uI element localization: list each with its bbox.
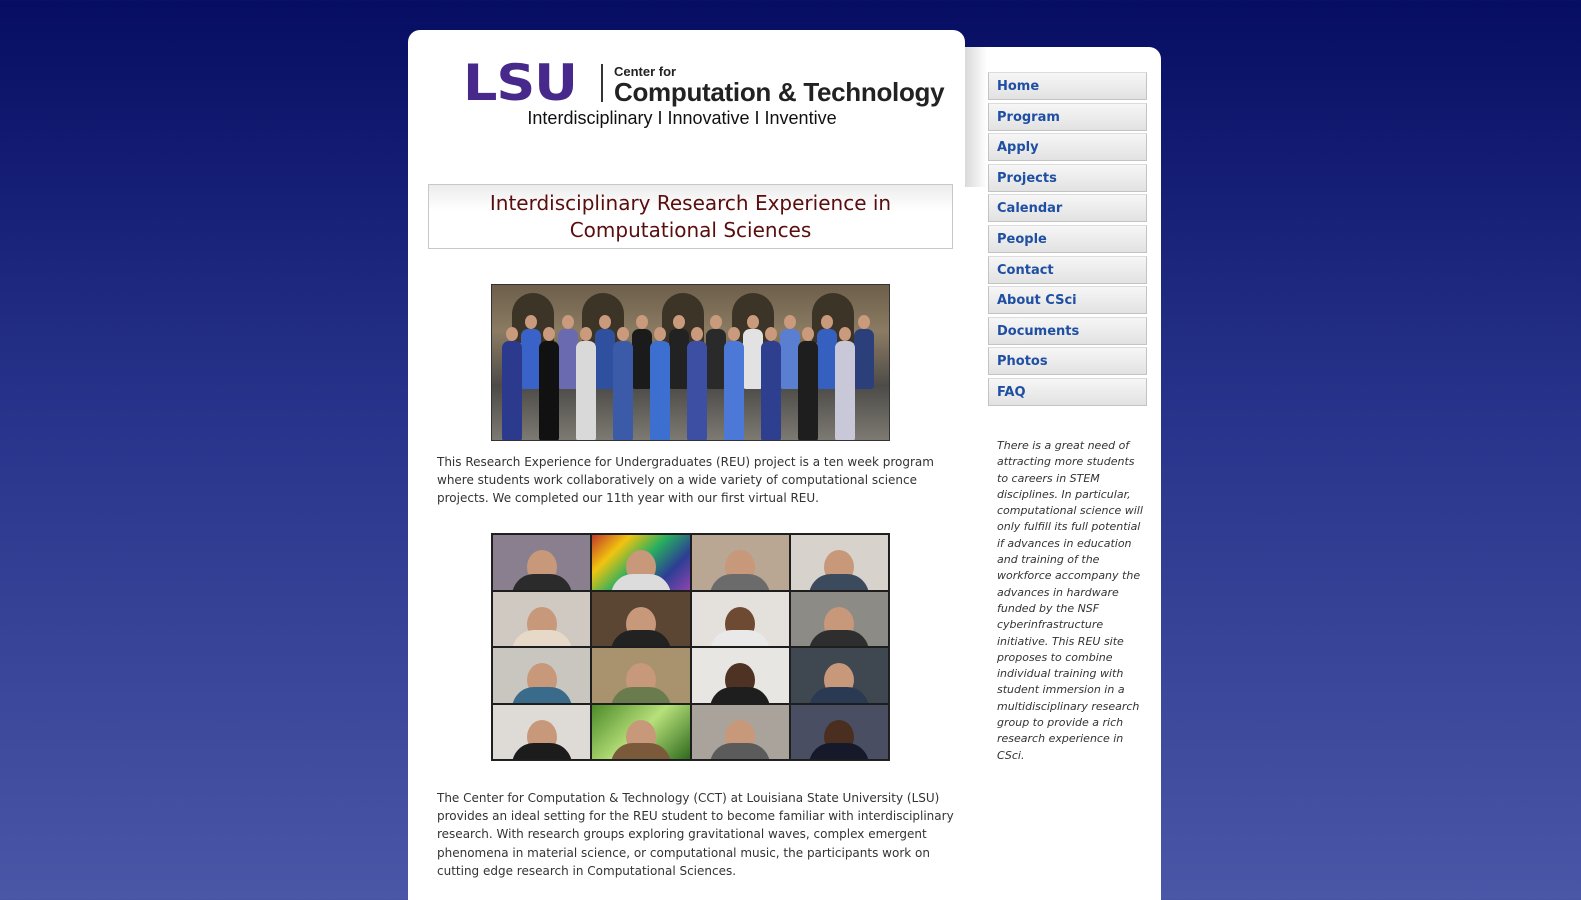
nav-item-projects[interactable]: Projects — [988, 164, 1147, 192]
zoom-tile — [692, 705, 789, 760]
headline-box — [428, 184, 953, 249]
tagline: Interdisciplinary I Innovative I Inventive — [527, 108, 837, 128]
photo-person-head — [802, 327, 814, 341]
nav-item-calendar[interactable]: Calendar — [988, 194, 1147, 222]
photo-person-head — [858, 315, 870, 329]
cct-paragraph: The Center for Computation & Technology (CCT) at Louisiana State University (LSU) provides an ideal setting for the REU student to become familiar with interdisciplinary research. With research groups exploring gravitational waves, complex emergent phenomena in material science, or computational music, the participants work on cutting edge research in Computational Sciences. — [437, 791, 954, 878]
photo-person-head — [599, 315, 611, 329]
participant-body — [512, 743, 572, 759]
photo-person-head — [673, 315, 685, 329]
nav-item-about-csci[interactable]: About CSci — [988, 286, 1147, 314]
photo-person — [632, 329, 652, 389]
photo-person — [595, 329, 615, 389]
nav-item-faq[interactable]: FAQ — [988, 378, 1147, 406]
photo-person — [687, 341, 707, 441]
photo-person-head — [747, 315, 759, 329]
zoom-tile — [791, 535, 888, 590]
photo-person — [558, 329, 578, 389]
photo-person — [613, 341, 633, 441]
photo-person — [761, 341, 781, 441]
logo-divider — [601, 64, 603, 102]
photo-person-head — [691, 327, 703, 341]
participant-body — [710, 687, 770, 703]
participant-body — [512, 630, 572, 646]
participant-body — [611, 743, 671, 759]
photo-person — [817, 329, 837, 389]
nav-item-documents[interactable]: Documents — [988, 317, 1147, 345]
nav-item-contact[interactable]: Contact — [988, 256, 1147, 284]
photo-person-head — [506, 327, 518, 341]
nav-item-people[interactable]: People — [988, 225, 1147, 253]
photo-person — [780, 329, 800, 389]
logo-center-for: Center for — [614, 64, 677, 79]
participant-body — [710, 743, 770, 759]
zoom-tile — [692, 535, 789, 590]
photo-person — [724, 341, 744, 441]
page-title: Interdisciplinary Research Experience in Computational Sciences — [489, 190, 892, 242]
photo-person-head — [617, 327, 629, 341]
participant-body — [809, 630, 869, 646]
photo-person — [835, 341, 855, 441]
zoom-tile — [592, 535, 689, 590]
photo-person-head — [765, 327, 777, 341]
zoom-tile — [692, 592, 789, 647]
photo-person — [798, 341, 818, 441]
nav-item-photos[interactable]: Photos — [988, 347, 1147, 375]
photo-person-head — [784, 315, 796, 329]
photo-person-head — [728, 327, 740, 341]
zoom-tile — [493, 535, 590, 590]
participant-body — [611, 687, 671, 703]
zoom-tile — [493, 705, 590, 760]
photo-person — [706, 329, 726, 389]
photo-person-head — [636, 315, 648, 329]
photo-person — [743, 329, 763, 389]
photo-person-head — [839, 327, 851, 341]
intro-paragraph: This Research Experience for Undergraduates (REU) project is a ten week program where students work collaboratively on a wide variety of computational science projects. We completed our 11th year with our first virtual REU. — [437, 455, 934, 506]
participant-body — [512, 574, 572, 590]
nav-item-apply[interactable]: Apply — [988, 133, 1147, 161]
photo-person-head — [654, 327, 666, 341]
sidebar-mission-text: There is a great need of attracting more students to careers in STEM disciplines. In particular, computational science will only fulfill its full potential if advances in education and training of the workforce accompany the advances in hardware funded by the NSF cyberinfrastructure initiative. This REU site proposes to combine individual training with student immersion in a multidisciplinary research group to provide a rich research experience in CSci. — [997, 439, 1143, 762]
lsu-cct-logo[interactable] — [463, 54, 945, 112]
zoom-tile — [791, 648, 888, 703]
photo-person — [576, 341, 596, 441]
photo-person — [502, 341, 522, 441]
zoom-tile — [692, 648, 789, 703]
participant-body — [809, 743, 869, 759]
zoom-tile — [791, 592, 888, 647]
group-photo — [491, 284, 890, 441]
sidebar-shadow — [965, 47, 987, 187]
photo-person-head — [821, 315, 833, 329]
zoom-tile — [791, 705, 888, 760]
photo-person — [669, 329, 689, 389]
participant-body — [512, 687, 572, 703]
virtual-reu-zoom-photo — [491, 533, 890, 761]
zoom-tile — [493, 592, 590, 647]
zoom-tile — [592, 592, 689, 647]
photo-person — [539, 341, 559, 441]
photo-person-head — [562, 315, 574, 329]
photo-person-head — [525, 315, 537, 329]
participant-body — [611, 574, 671, 590]
photo-person-head — [543, 327, 555, 341]
main-navigation — [988, 72, 1147, 409]
participant-body — [710, 630, 770, 646]
participant-body — [611, 630, 671, 646]
zoom-tile — [493, 648, 590, 703]
photo-person-head — [710, 315, 722, 329]
nav-item-home[interactable]: Home — [988, 72, 1147, 100]
zoom-tile — [592, 705, 689, 760]
participant-body — [710, 574, 770, 590]
nav-item-program[interactable]: Program — [988, 103, 1147, 131]
zoom-tile — [592, 648, 689, 703]
photo-person — [854, 329, 874, 389]
photo-person-head — [580, 327, 592, 341]
participant-body — [809, 574, 869, 590]
logo-computation-technology: Computation & Technology — [614, 77, 945, 107]
participant-body — [809, 687, 869, 703]
photo-person — [650, 341, 670, 441]
photo-person — [521, 329, 541, 389]
lsu-logo-mark: LSU — [463, 54, 577, 112]
